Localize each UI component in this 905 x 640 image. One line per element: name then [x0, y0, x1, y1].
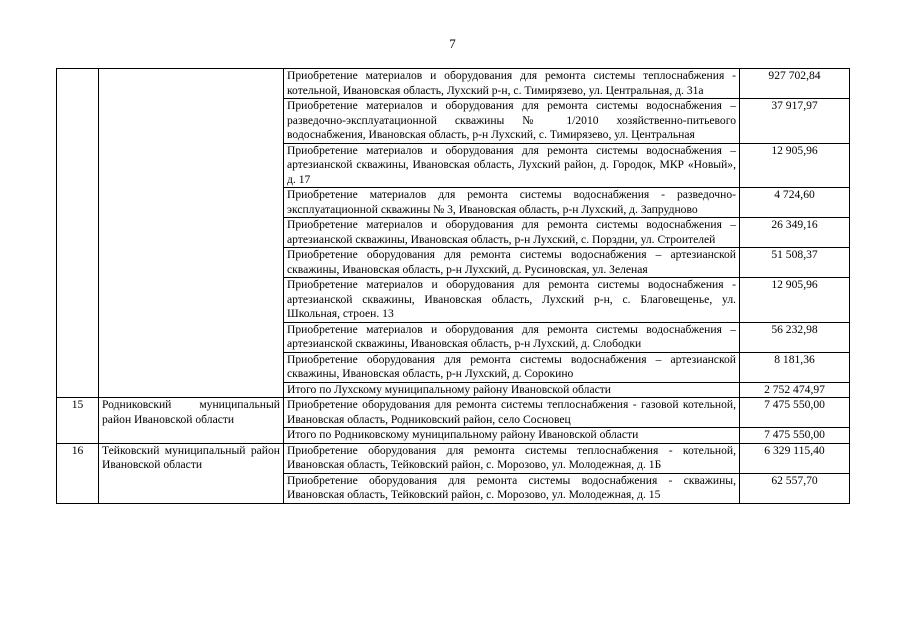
description-cell: Приобретение материалов и оборудования для ремонта системы водоснабжения – артезианской скважины, Ивановская область, р-н Лухский, д. Слободки [284, 322, 740, 352]
amount-cell: 37 917,97 [740, 99, 850, 144]
amount-cell: 927 702,84 [740, 69, 850, 99]
total-amount-cell: 7 475 550,00 [740, 428, 850, 444]
total-amount-cell: 2 752 474,97 [740, 382, 850, 398]
amount-cell: 8 181,36 [740, 352, 850, 382]
description-cell: Приобретение оборудования для ремонта системы водоснабжения – артезианской скважины, Ивановская область, р-н Лухский, д. Сорокино [284, 352, 740, 382]
amount-cell: 26 349,16 [740, 218, 850, 248]
description-cell: Приобретение материалов и оборудования для ремонта системы водоснабжения – артезианской скважины, Ивановская область, р-н Лухский, с. Порздни, ул. Строителей [284, 218, 740, 248]
description-cell: Приобретение материалов и оборудования для ремонта системы водоснабжения – артезианской скважины, Ивановская область, Лухский район, д. Городок, МКР «Новый», д. 17 [284, 143, 740, 188]
description-cell: Приобретение материалов и оборудования для ремонта системы водоснабжения - артезианской скважины, Ивановская область, Лухский р-н, с. Благовещенье, ул. Школьная, строен. 13 [284, 278, 740, 323]
total-label-cell: Итого по Лухскому муниципальному району Ивановской области [284, 382, 740, 398]
row-number-cell: 15 [57, 398, 99, 444]
table-row [57, 398, 850, 428]
amount-cell: 7 475 550,00 [740, 398, 850, 428]
row-number-cell: 16 [57, 443, 99, 503]
description-cell: Приобретение материалов для ремонта системы водоснабжения - разведочно-эксплуатационной скважины № 3, Ивановская область, р-н Лухский, д. Запрудново [284, 188, 740, 218]
row-number-cell [57, 69, 99, 398]
description-cell: Приобретение оборудования для ремонта системы теплоснабжения - газовой котельной, Ивановская область, Родниковский район, село Сосновец [284, 398, 740, 428]
table-row [57, 443, 850, 473]
funding-table [56, 68, 850, 504]
amount-cell: 62 557,70 [740, 473, 850, 503]
table-row [57, 69, 850, 99]
description-cell: Приобретение оборудования для ремонта системы водоснабжения - скважины, Ивановская область, Тейковский район, с. Морозово, ул. Молодежная, д. 15 [284, 473, 740, 503]
description-cell: Приобретение оборудования для ремонта системы теплоснабжения - котельной, Ивановская область, Тейковский район, с. Морозово, ул. Молодежная, д. 1Б [284, 443, 740, 473]
amount-cell: 51 508,37 [740, 248, 850, 278]
description-cell: Приобретение материалов и оборудования для ремонта системы водоснабжения – разведочно-эксплуатационной скважины № 1/2010 хозяйственно-питьевого водоснабжения, Ивановская область, р-н Лухский, с. Тимирязево, ул. Центральная [284, 99, 740, 144]
amount-cell: 6 329 115,40 [740, 443, 850, 473]
amount-cell: 56 232,98 [740, 322, 850, 352]
amount-cell: 12 905,96 [740, 143, 850, 188]
district-cell [99, 69, 284, 398]
amount-cell: 12 905,96 [740, 278, 850, 323]
district-cell: Тейковский муниципальный район Ивановской области [99, 443, 284, 503]
total-label-cell: Итого по Родниковскому муниципальному району Ивановской области [284, 428, 740, 444]
page-number: 7 [449, 36, 456, 51]
district-cell: Родниковский муниципальный район Ивановской области [99, 398, 284, 444]
amount-cell: 4 724,60 [740, 188, 850, 218]
description-cell: Приобретение материалов и оборудования для ремонта системы теплоснабжения - котельной, Ивановская область, Лухский р-н, с. Тимирязево, ул. Центральная, д. 31а [284, 69, 740, 99]
description-cell: Приобретение оборудования для ремонта системы водоснабжения – артезианской скважины, Ивановская область, р-н Лухский, д. Русиновская, ул. Зеленая [284, 248, 740, 278]
